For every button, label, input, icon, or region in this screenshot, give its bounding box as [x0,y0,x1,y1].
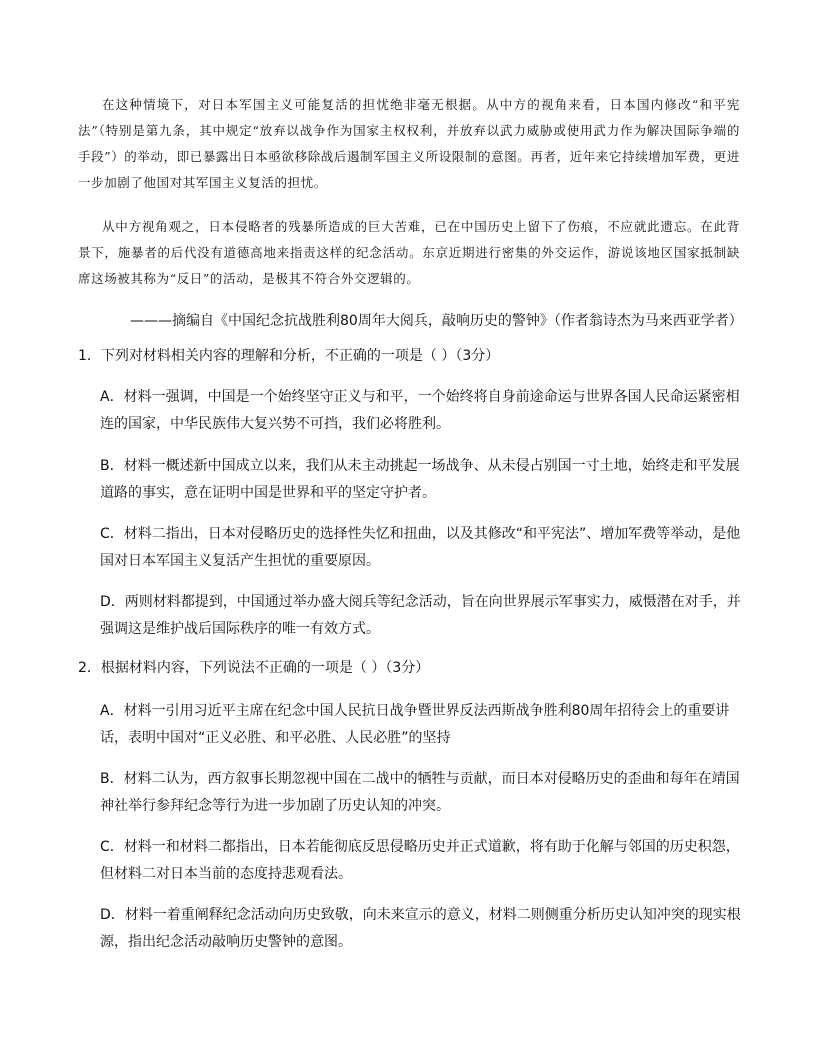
option-text: 两则材料都提到，中国通过举办盛大阅兵等纪念活动，旨在向世界展示军事实力，威慑潜在对手，并强调这是维护战后国际秩序的唯一有效方式。 [100,594,741,637]
question-1-option-a [100,384,745,438]
option-letter: D． [100,907,125,923]
option-letter: A． [100,703,124,719]
passage-paragraph-1: 在这种情境下，对日本军国主义可能复活的担忧绝非毫无根据。从中方的视角来看，日本国内修改“和平宪法”（特别是第九条，其中规定“放弃以战争作为国家主权权利，并放弃以武力威胁或使用武力作为解决国际争端的手段”）的举动，即已暴露出日本亟欲移除战后遏制军国主义所设限制的意图。再者，近年来它持续增加军费，更进一步加剧了他国对其军国主义复活的担忧。 [78,97,740,190]
option-letter: C． [100,526,124,542]
question-2-option-b [100,766,745,820]
option-letter: B． [100,771,124,787]
option-text: 材料一引用习近平主席在纪念中国人民抗日战争暨世界反法西斯战争胜利80周年招待会上的重要讲话，表明中国对“正义必胜、和平必胜、人民必胜”的坚持 [100,703,730,746]
option-letter: C． [100,839,124,855]
passage-paragraph-2: 从中方视角观之，日本侵略者的残暴所造成的巨大苦难，已在中国历史上留下了伤痕，不应就此遗忘。在此背景下，施暴者的后代没有道德高地来指责这样的纪念活动。东京近期进行密集的外交运作，游说该地区国家抵制缺席这场被其称为“反日”的活动，是极其不符合外交逻辑的。 [78,219,740,286]
option-text: 材料一和材料二都指出，日本若能彻底反思侵略历史并正式道歉，将有助于化解与邻国的历史积怨，但材料二对日本当前的态度持悲观看法。 [100,839,740,882]
question-1-option-d [100,589,745,643]
question-1-option-c [100,521,745,575]
question-2-stem: 2．根据材料内容，下列说法不正确的一项是（ ）（3分） [78,660,430,676]
option-text: 材料一强调，中国是一个始终坚守正义与和平，一个始终将自身前途命运与世界各国人民命运紧密相连的国家，中华民族伟大复兴势不可挡，我们必将胜利。 [100,389,740,432]
option-text: 材料一着重阐释纪念活动向历史致敬，向未来宣示的意义，材料二则侧重分析历史认知冲突的现实根源，指出纪念活动敲响历史警钟的意图。 [100,907,741,950]
option-letter: D． [100,594,125,610]
option-text: 材料一概述新中国成立以来，我们从未主动挑起一场战争、从未侵占别国一寸土地，始终走和平发展道路的事实，意在证明中国是世界和平的坚定守护者。 [100,458,740,501]
question-1-stem: 1．下列对材料相关内容的理解和分析，不正确的一项是（ ）（3分） [78,348,500,364]
question-2-option-d [100,902,745,956]
option-letter: B． [100,458,124,474]
question-2-option-a [100,698,745,752]
option-text: 材料二认为，西方叙事长期忽视中国在二战中的牺牲与贡献，而日本对侵略历史的歪曲和每年在靖国神社举行参拜纪念等行为进一步加剧了历史认知的冲突。 [100,771,740,814]
option-text: 材料二指出，日本对侵略历史的选择性失忆和扭曲，以及其修改“和平宪法”、增加军费等举动，是他国对日本军国主义复活产生担忧的重要原因。 [100,526,741,569]
question-2-option-c [100,834,745,888]
question-1-option-b [100,453,745,507]
passage-source: ———摘编自《中国纪念抗战胜利80周年大阅兵，敲响历史的警钟》（作者翁诗杰为马来西亚学者） [130,313,743,329]
option-letter: A． [100,389,124,405]
